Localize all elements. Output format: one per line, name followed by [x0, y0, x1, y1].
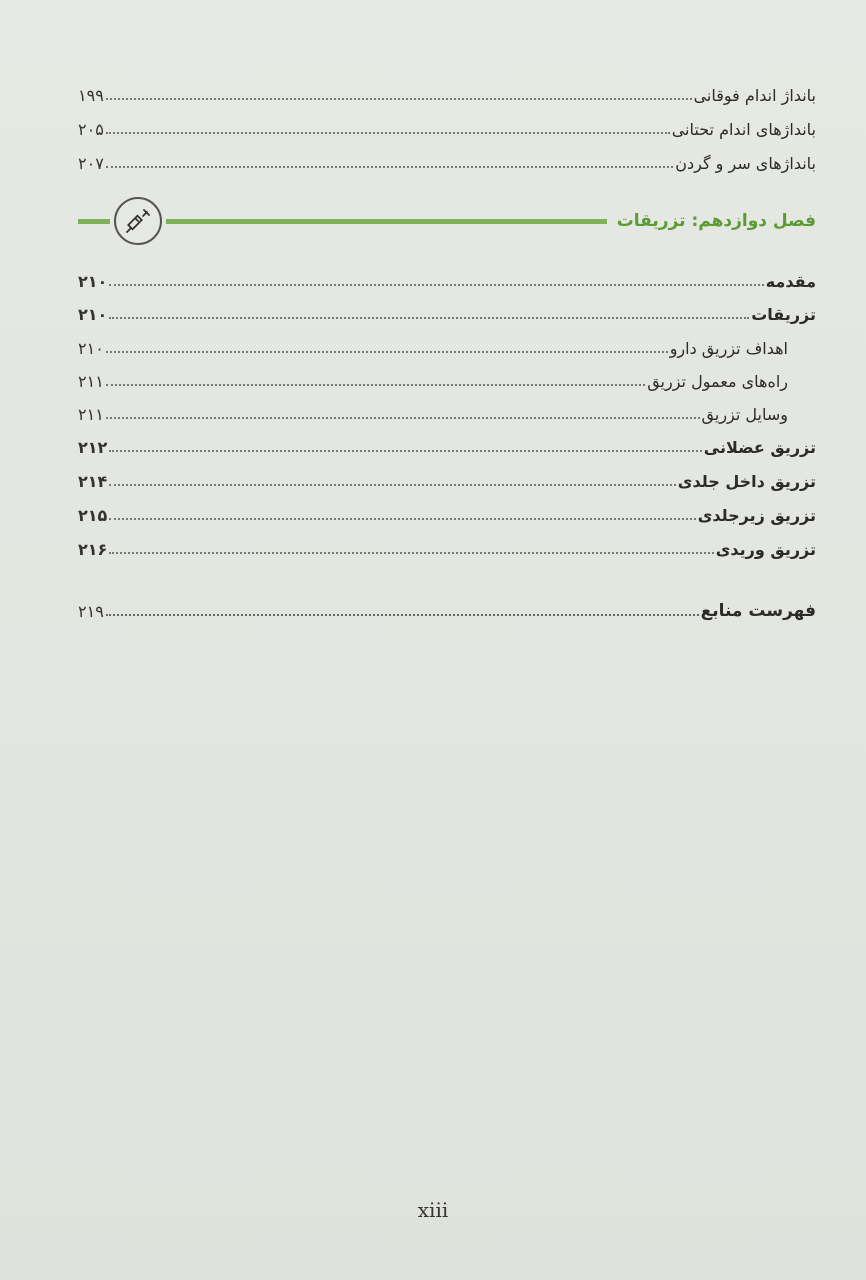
- dot-leader: [106, 384, 645, 386]
- page-number: ۲۱۱: [78, 405, 104, 424]
- entry-title: تزریقات: [751, 305, 816, 324]
- dot-leader: [106, 98, 692, 100]
- entry-title: بانداژهای سر و گردن: [675, 154, 816, 173]
- dot-leader: [109, 484, 675, 486]
- entry-title: تزریق زیرجلدی: [697, 506, 816, 525]
- toc-entry: [78, 110, 816, 140]
- page-number: ۲۱۶: [78, 540, 108, 559]
- toc-entry: [78, 76, 816, 106]
- page-folio: xiii: [417, 1198, 449, 1222]
- dot-leader: [109, 317, 749, 319]
- page-number: ۱۹۹: [78, 86, 104, 105]
- toc-entry: [78, 262, 816, 292]
- toc-entry: [78, 295, 816, 325]
- dot-leader: [109, 284, 763, 286]
- dot-leader: [109, 552, 713, 554]
- entry-title: بانداژهای اندام تحتانی: [671, 120, 816, 139]
- dot-leader: [106, 132, 670, 134]
- page-number: ۲۱۲: [78, 438, 108, 457]
- toc-entry: [78, 428, 816, 458]
- dot-leader: [106, 614, 699, 616]
- chapter-name: تزریقات: [616, 211, 686, 231]
- page-number: ۲۱۵: [78, 506, 108, 525]
- entry-title: تزریق داخل جلدی: [677, 472, 816, 491]
- toc-subentry: [78, 329, 788, 359]
- dot-leader: [106, 351, 668, 353]
- entry-title: بانداژ اندام فوقانی: [693, 86, 816, 105]
- dot-leader: [109, 450, 701, 452]
- page-number: ۲۰۵: [78, 120, 104, 139]
- page-number: ۲۱۰: [78, 272, 108, 291]
- entry-title: وسایل تزریق: [701, 405, 788, 424]
- syringe-icon: [114, 197, 162, 245]
- chapter-header: [78, 196, 816, 246]
- chapter-rule-left: [78, 219, 110, 224]
- page-number: ۲۱۰: [78, 339, 104, 358]
- page-number: ۲۰۷: [78, 154, 104, 173]
- toc-entry: [78, 462, 816, 492]
- page-number: ۲۱۹: [78, 602, 104, 621]
- page-number: ۲۱۱: [78, 372, 104, 391]
- entry-title: راه‌های معمول تزریق: [647, 372, 788, 391]
- toc-entry: [78, 144, 816, 174]
- toc-entry: [78, 496, 816, 526]
- page-number: ۲۱۰: [78, 305, 108, 324]
- toc-subentry: [78, 362, 788, 392]
- chapter-rule: [166, 219, 607, 224]
- dot-leader: [106, 166, 673, 168]
- chapter-label: فصل دوازدهم:: [691, 211, 816, 231]
- page-number: ۲۱۴: [78, 472, 108, 491]
- entry-title: تزریق وریدی: [715, 540, 816, 559]
- chapter-title: [617, 211, 816, 231]
- entry-title: مقدمه: [765, 272, 816, 291]
- toc-entry-references: [78, 592, 816, 622]
- entry-title: فهرست منابع: [700, 601, 816, 621]
- dot-leader: [109, 518, 695, 520]
- dot-leader: [106, 417, 700, 419]
- entry-title: تزریق عضلانی: [703, 438, 816, 457]
- toc-entry: [78, 530, 816, 560]
- entry-title: اهداف تزریق دارو: [669, 339, 788, 358]
- toc-subentry: [78, 395, 788, 425]
